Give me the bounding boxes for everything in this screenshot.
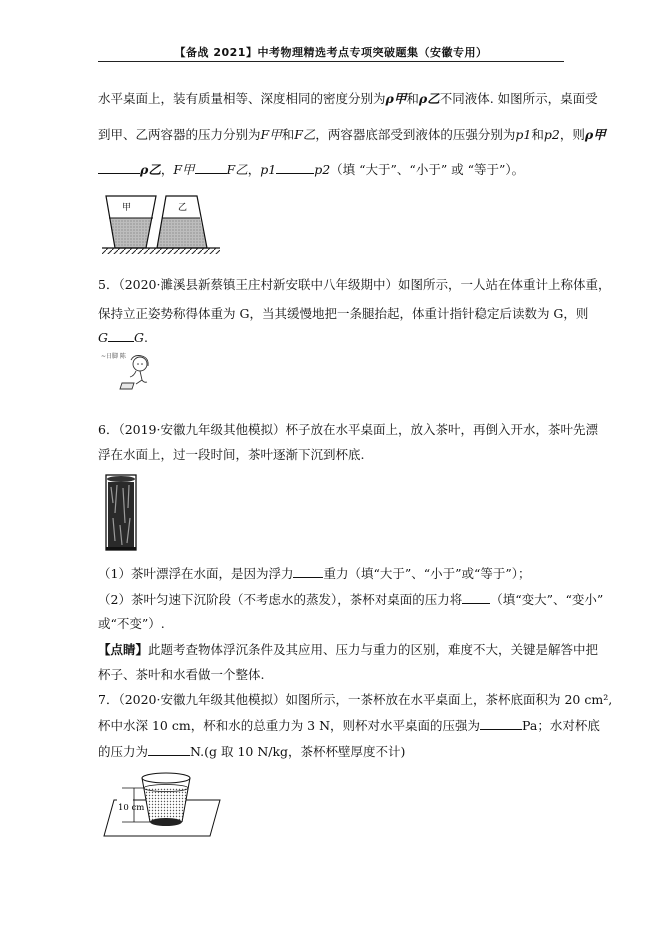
rho-jia: ρ甲	[584, 127, 606, 142]
p1: p1	[260, 162, 277, 177]
label-jia: 甲	[122, 203, 132, 213]
table-hatch	[102, 248, 220, 254]
answer-blank[interactable]	[98, 162, 140, 174]
answer-blank[interactable]	[195, 162, 227, 174]
q4-and: 和	[531, 127, 544, 142]
answer-blank[interactable]	[462, 592, 490, 604]
f-yi: F乙	[226, 162, 248, 177]
answer-blank[interactable]	[293, 566, 323, 578]
g-symbol: G	[134, 330, 144, 345]
q6-s2b: （填“变大”、“变小”	[490, 592, 604, 607]
q6-sub2-cont: 或“不变”）.	[98, 616, 165, 631]
f-yi: F乙	[294, 127, 316, 142]
q6-line-1: 6．（2019·安徽九年级其他模拟）杯子放在水平桌面上，放入茶叶，再倒入开水，茶叶先漂	[98, 422, 598, 437]
cup-rim	[107, 476, 135, 482]
q6-s1a: （1）茶叶漂浮在水面，是因为浮力	[98, 566, 294, 581]
q4-line-3	[98, 162, 524, 178]
answer-blank[interactable]	[480, 718, 522, 730]
q6-sub2	[98, 592, 603, 608]
q7-l2b: Pa；水对杯底	[522, 718, 600, 733]
q4-text: 水平桌面上，装有质量相等、深度相同的密度分别为	[98, 91, 386, 106]
tea-cup-figure	[103, 473, 139, 553]
water	[144, 788, 188, 822]
q7-line-1: 7．（2020·安徽九年级其他模拟）如图所示，一茶杯放在水平桌面上，茶杯底面积为 20 cm²,	[98, 692, 613, 707]
q6-s1b: 重力（填“大于”、“小于”或“等于”）；	[323, 566, 531, 581]
two-containers-figure	[100, 190, 225, 254]
liquid-jia	[110, 218, 152, 248]
tip-label: 【点睛】	[98, 642, 149, 657]
figure-note: ~日脚 陈	[101, 353, 126, 360]
person-on-scale-figure	[100, 350, 160, 392]
q6-line-2: 浮在水面上，过一段时间，茶叶逐渐下沉到杯底.	[98, 447, 365, 462]
q4-text: ，两容器底部受到液体的压强分别为	[315, 127, 516, 142]
q4-text: 到甲、乙两容器的压力分别为	[98, 127, 261, 142]
liquid-yi	[157, 218, 207, 248]
q4-and: 和	[406, 91, 419, 106]
scale	[120, 383, 134, 389]
q4-text: 不同液体. 如图所示，桌面受	[439, 91, 598, 106]
answer-blank[interactable]	[108, 330, 134, 342]
label-yi: 乙	[178, 203, 188, 213]
q5-line-3	[98, 330, 148, 346]
p2: p2	[314, 162, 331, 177]
q4-text: （填 “大于”、“小于” 或 “等于”）。	[330, 162, 525, 177]
q4-sep: ，	[160, 162, 174, 177]
f-jia: F甲	[260, 127, 282, 142]
q4-and: 和	[281, 127, 295, 142]
q5-line-1: 5．（2020·濉溪县新蔡镇王庄村新安联中八年级期中）如图所示，一人站在体重计上称体重，	[98, 277, 611, 292]
header-divider	[98, 61, 564, 62]
q5-end: .	[144, 330, 148, 345]
rho-yi: ρ乙	[140, 162, 161, 177]
q7-l3a: 的压力为	[98, 744, 149, 759]
page-header: 【备战 2021】中考物理精选考点专项突破题集（安徽专用）	[174, 46, 488, 59]
q6-tip-line-1	[98, 642, 598, 658]
q7-line-2	[98, 718, 600, 734]
g-symbol: G	[98, 330, 108, 345]
tip-text: 此题考查物体浮沉条件及其应用、压力与重力的区别，难度不大，关键是解答中把	[148, 642, 599, 657]
p1: p1	[515, 127, 532, 142]
answer-blank[interactable]	[276, 162, 314, 174]
q4-line-1	[98, 91, 598, 107]
f-jia: F甲	[173, 162, 195, 177]
q4-sep: ，	[247, 162, 261, 177]
cup-bottom	[150, 818, 182, 826]
cup-depth-figure	[100, 770, 230, 840]
depth-label: 10 cm	[118, 803, 145, 813]
answer-blank[interactable]	[148, 744, 190, 756]
q6-tip-line-2: 杯子、茶叶和水看做一个整体.	[98, 667, 265, 682]
q6-s2a: （2）茶叶匀速下沉阶段（不考虑水的蒸发），茶杯对桌面的压力将	[98, 592, 463, 607]
q7-line-3	[98, 744, 405, 760]
q7-l2a: 杯中水深 10 cm，杯和水的总重力为 3 N，则杯对水平桌面的压强为	[98, 718, 481, 733]
q4-line-2	[98, 127, 606, 143]
rho-yi: ρ乙	[418, 91, 440, 106]
q5-line-2: 保持立正姿势称得体重为 G，当其缓慢地把一条腿抬起，体重计指针稳定后读数为 G，则	[98, 306, 589, 321]
p2: p2	[543, 127, 560, 142]
q6-sub1	[98, 566, 531, 582]
q4-text: ，则	[559, 127, 585, 142]
rho-jia: ρ甲	[385, 91, 407, 106]
q7-l3b: N.(g 取 10 N/kg，茶杯杯壁厚度不计)	[190, 744, 406, 759]
